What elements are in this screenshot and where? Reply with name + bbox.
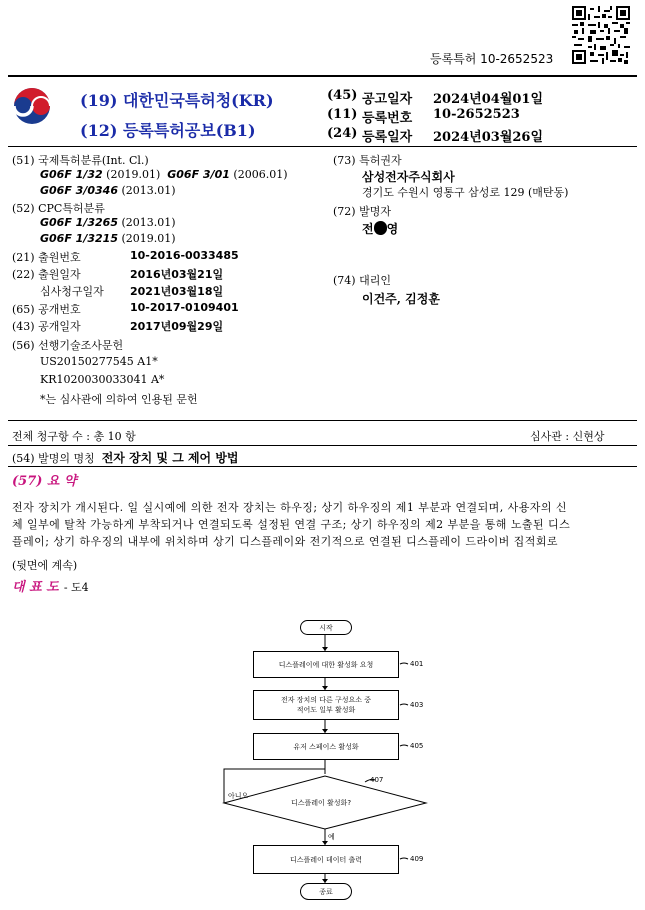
- reg-date-value: 2024년03월26일: [433, 130, 544, 145]
- agent-title: (74) 대리인: [333, 274, 391, 287]
- ipc-code: G06F 3/0346: [40, 184, 118, 197]
- reg-date-code: (24): [327, 126, 358, 141]
- invention-title: 전자 장치 및 그 제어 방법: [101, 451, 239, 465]
- flow-ref: 409: [410, 855, 424, 863]
- flow-end: 종료: [300, 883, 352, 900]
- cpc-date: (2013.01): [121, 216, 176, 229]
- agent-names: 이건주, 김정훈: [362, 292, 440, 306]
- invention-title-label: (54) 발명의 명칭: [12, 452, 95, 465]
- cpc-code: G06F 1/3215: [40, 232, 118, 245]
- prior-art-note: *는 심사관에 의하여 인용된 문헌: [40, 393, 198, 406]
- app-number-value: 10-2016-0033485: [130, 249, 239, 262]
- app-date-label: (22) 출원일자: [12, 268, 81, 281]
- abstract-line: 전자 장치가 개시된다. 일 실시예에 의한 전자 장치는 하우징; 상기 하우징의 제1 부분과 연결되며, 사용자의 신: [12, 501, 567, 514]
- ipc-date: (2006.01): [233, 168, 288, 181]
- reg-number-label: 등록번호: [362, 111, 413, 126]
- reg-number-code: (11): [327, 107, 358, 122]
- owner-name: 삼성전자주식회사: [362, 170, 455, 184]
- flow-decision-text: 디스플레이 활성화?: [291, 799, 352, 807]
- pub-date2-value: 2017년09월29일: [130, 320, 224, 333]
- cpc-date: (2019.01): [121, 232, 176, 245]
- app-number-label: (21) 출원번호: [12, 251, 81, 264]
- reg-number-value: 10-2652523: [433, 107, 520, 122]
- pub-date-code: (45): [327, 88, 358, 103]
- registration-number: 등록특허 10-2652523: [430, 52, 554, 66]
- pub-number-value: 10-2017-0109401: [130, 301, 239, 314]
- flow-step-409: 디스플레이 데이터 출력: [253, 845, 399, 874]
- flow-ref: 407: [370, 776, 384, 784]
- pub-date-value: 2024년04월01일: [433, 92, 544, 107]
- app-date-value: 2016년03월21일: [130, 268, 224, 281]
- inventor-title: (72) 발명자: [333, 205, 391, 218]
- cpc-title: (52) CPC특허분류: [12, 202, 105, 215]
- inventor-name-last: 영: [386, 222, 399, 236]
- exam-date-label: 심사청구일자: [40, 285, 104, 298]
- continued-note: (뒷면에 계속): [12, 559, 78, 572]
- flow-ref: 405: [410, 742, 424, 750]
- owner-title: (73) 특허권자: [333, 154, 402, 167]
- abstract-heading: (57) 요 약: [12, 474, 77, 489]
- cpc-code: G06F 1/3265: [40, 216, 118, 229]
- prior-art-title: (56) 선행기술조사문헌: [12, 339, 124, 352]
- flow-step-403: [253, 690, 399, 720]
- ipc-code: G06F 1/32: [40, 168, 103, 181]
- flow-ref: 401: [410, 660, 424, 668]
- pub-date-label: 공고일자: [362, 92, 413, 107]
- rep-drawing-label: 대 표 도: [12, 580, 59, 595]
- flow-step-405: 유저 스페이스 활성화: [253, 733, 399, 760]
- patent-office: (19) 대한민국특허청(KR): [80, 91, 274, 110]
- abstract-line: 플레이; 상기 하우징의 내부에 위치하며 상기 디스플레이와 전기적으로 연결된 디스플레이 드라이버 집적회로: [12, 535, 558, 548]
- total-claims: 전체 청구항 수 : 총 10 항: [12, 430, 136, 443]
- document-type: (12) 등록특허공보(B1): [80, 121, 256, 140]
- reg-date-label: 등록일자: [362, 130, 413, 145]
- prior-art-item: KR1020030033041 A*: [40, 373, 165, 386]
- ipc-title: (51) 국제특허분류(Int. Cl.): [12, 154, 149, 167]
- flow-no-label: 아니오: [228, 792, 249, 800]
- prior-art-item: US20150277545 A1*: [40, 355, 158, 368]
- exam-date-value: 2021년03월18일: [130, 285, 224, 298]
- flow-ref: 403: [410, 701, 424, 709]
- abstract-line: 체 일부에 탈착 가능하게 부착되거나 연결되도록 설정된 연결 구조; 상기 하우징의 제2 부분을 통해 노출된 디스: [12, 518, 571, 531]
- flow-yes-label: 예: [328, 833, 335, 841]
- flow-start: 시작: [300, 620, 352, 635]
- flow-step-401: 디스플레이에 대한 활성화 요청: [253, 651, 399, 678]
- examiner: 심사관 : 신현상: [530, 430, 605, 443]
- pub-number-label: (65) 공개번호: [12, 303, 81, 316]
- ipc-date: (2019.01): [106, 168, 161, 181]
- ipc-date: (2013.01): [121, 184, 176, 197]
- inventor-name-first: 전: [362, 222, 374, 236]
- ipc-code: G06F 3/01: [167, 168, 230, 181]
- owner-address: 경기도 수원시 영통구 삼성로 129 (매탄동): [362, 186, 569, 199]
- pub-date2-label: (43) 공개일자: [12, 320, 81, 333]
- flow-step-403-line2: 적어도 일부 활성화: [296, 706, 356, 714]
- rep-drawing-value: - 도4: [63, 581, 89, 594]
- flow-step-403-line1: 전자 장치의 다른 구성요소 중: [280, 696, 372, 704]
